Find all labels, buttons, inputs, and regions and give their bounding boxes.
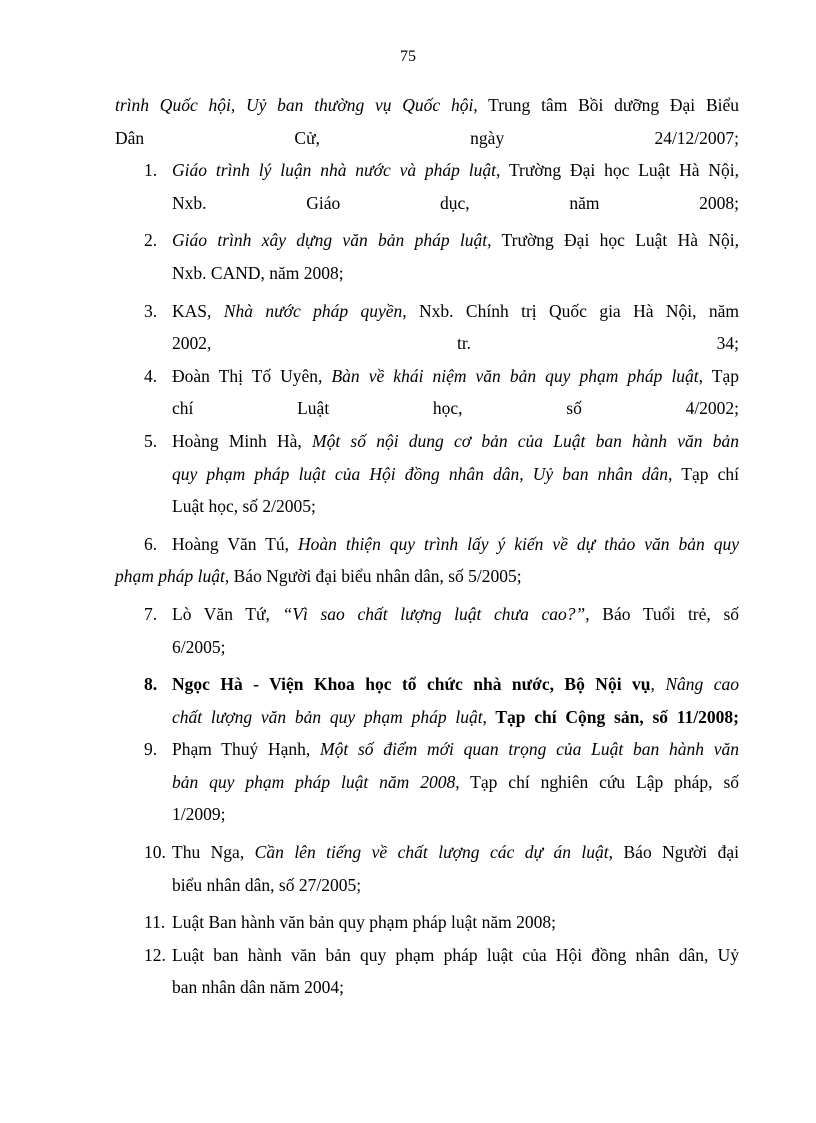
reference-item-6 [115, 528, 739, 561]
word: 4/2002; [685, 398, 740, 419]
reference-item-1-line-2 [115, 187, 739, 220]
reference-item-2 [115, 224, 739, 257]
word: số [566, 398, 582, 419]
reference-item-8 [115, 668, 739, 701]
reference-item-5 [115, 425, 739, 458]
reference-item-5-line-2 [115, 458, 739, 491]
reference-list [115, 89, 739, 1004]
reference-title: “Vì sao chất lượng luật chưa cao?” [282, 603, 586, 624]
reference-text: , Báo Người đại [608, 842, 739, 863]
reference-item-10 [115, 836, 739, 869]
reference-text: Trường Đại học Luật Hà Nội, [491, 230, 739, 251]
item-number: 8. [144, 674, 158, 695]
word: Dân [115, 127, 145, 148]
reference-author: Phạm Thuý Hạnh, [172, 739, 321, 760]
reference-item-7 [115, 598, 739, 631]
item-number: 6. [144, 533, 158, 554]
item-number: 11. [144, 912, 166, 933]
word: Giáo [306, 192, 341, 213]
word: 34; [716, 333, 740, 354]
reference-item-1 [115, 154, 739, 187]
reference-author: Thu Nga, [172, 842, 255, 863]
reference-continuation-line-1 [115, 89, 739, 122]
reference-author: Hoàng Văn Tú, [172, 533, 298, 554]
item-number: 9. [144, 739, 158, 760]
word: 2002, [172, 333, 212, 354]
reference-item-3 [115, 295, 739, 328]
reference-item-10-line-2: biểu nhân dân, số 27/2005; [172, 874, 362, 895]
word: Cử, [294, 127, 320, 148]
reference-title: Nhà nước pháp quyền, [223, 300, 407, 321]
item-number: 7. [144, 603, 158, 624]
item-number: 12. [144, 944, 166, 965]
word: 2008; [699, 192, 740, 213]
word: Nxb. [172, 192, 207, 213]
reference-title: bản quy phạm pháp luật năm 2008, [172, 771, 460, 792]
reference-text: Nxb. Chính trị Quốc gia Hà Nội, năm [406, 300, 740, 321]
reference-item-6-line-2 [115, 560, 739, 593]
reference-item-8-line-2 [115, 701, 739, 734]
reference-author: Lò Văn Tứ, [172, 603, 283, 624]
continuation-italic-text: trình Quốc hội, Uỷ ban thường vụ Quốc hội, [115, 95, 478, 115]
reference-title: Giáo trình xây dựng văn bản pháp luật, [172, 230, 492, 251]
reference-item-12-line-2: ban nhân dân năm 2004; [172, 977, 345, 998]
reference-item-4-line-2 [115, 392, 739, 425]
item-number: 2. [144, 230, 158, 251]
item-number: 4. [144, 365, 158, 386]
reference-text: Trường Đại học Luật Hà Nội, [500, 160, 740, 181]
reference-text: , Tạp [698, 365, 739, 386]
reference-text: Báo Người đại biểu nhân dân, số 5/2005; [229, 566, 522, 587]
reference-title: Một số điểm mới quan trọng của Luật ban hành văn [320, 739, 739, 760]
reference-item-2-line-2: Nxb. CAND, năm 2008; [172, 262, 344, 283]
reference-item-9 [115, 733, 739, 766]
reference-text: Luật Ban hành văn bản quy phạm pháp luật năm 2008; [172, 912, 556, 933]
word: 24/12/2007; [654, 127, 740, 148]
page-number: 75 [400, 48, 416, 65]
reference-item-11 [115, 906, 739, 939]
word: Luật [297, 398, 330, 419]
word: học, [432, 398, 463, 419]
reference-text: Tạp chí [672, 463, 739, 484]
item-number: 3. [144, 300, 158, 321]
word: năm [569, 192, 600, 213]
reference-author: Đoàn Thị Tố Uyên, [172, 365, 332, 386]
word: dục, [439, 192, 470, 213]
reference-title: Bàn về khái niệm văn bản quy phạm pháp luật [331, 365, 699, 386]
reference-item-3-line-2 [115, 327, 739, 360]
continuation-text: Trung tâm Bồi dưỡng Đại Biểu [477, 95, 739, 115]
reference-author: Ngọc Hà - Viện Khoa học tổ chức nhà nước, Bộ Nội vụ [172, 674, 651, 695]
reference-title: quy phạm pháp luật của Hội đồng nhân dân, Uỷ ban nhân dân, [172, 463, 673, 484]
reference-item-12 [115, 939, 739, 972]
reference-author: KAS, [172, 300, 224, 321]
word: tr. [456, 333, 472, 354]
reference-text: , Báo Tuổi trẻ, số [585, 603, 740, 624]
reference-title: Hoàn thiện quy trình lấy ý kiến về dự thảo văn bản quy [297, 533, 739, 554]
reference-item-9-line-3: 1/2009; [172, 804, 226, 825]
reference-item-9-line-2 [115, 766, 739, 799]
reference-text: Luật ban hành văn bản quy phạm pháp luật của Hội đồng nhân dân, Uỷ [172, 944, 739, 965]
reference-item-5-line-3: Luật học, số 2/2005; [172, 496, 316, 517]
item-number: 10. [144, 842, 166, 863]
reference-title: Cần lên tiếng về chất lượng các dự án luật [254, 842, 609, 863]
reference-title: chất lượng văn bản quy phạm pháp luật, [172, 706, 487, 727]
reference-item-4 [115, 360, 739, 393]
reference-author: Hoàng Minh Hà, [172, 430, 313, 451]
reference-item-7-line-2: 6/2005; [172, 636, 226, 657]
reference-source: Tạp chí Cộng sản, số 11/2008; [486, 706, 739, 727]
item-number: 5. [144, 430, 158, 451]
reference-title: Giáo trình lý luận nhà nước và pháp luật, [172, 160, 501, 181]
reference-title: phạm pháp luật, [115, 566, 230, 587]
reference-text: Tạp chí nghiên cứu Lập pháp, số [459, 771, 739, 792]
word: ngày [470, 127, 505, 148]
reference-continuation-line-2 [115, 122, 739, 155]
reference-title: Một số nội dung cơ bản của Luật ban hành văn bản [312, 430, 739, 451]
item-number: 1. [144, 160, 158, 181]
word: chí [172, 398, 194, 419]
reference-title: , Nâng cao [650, 674, 739, 695]
